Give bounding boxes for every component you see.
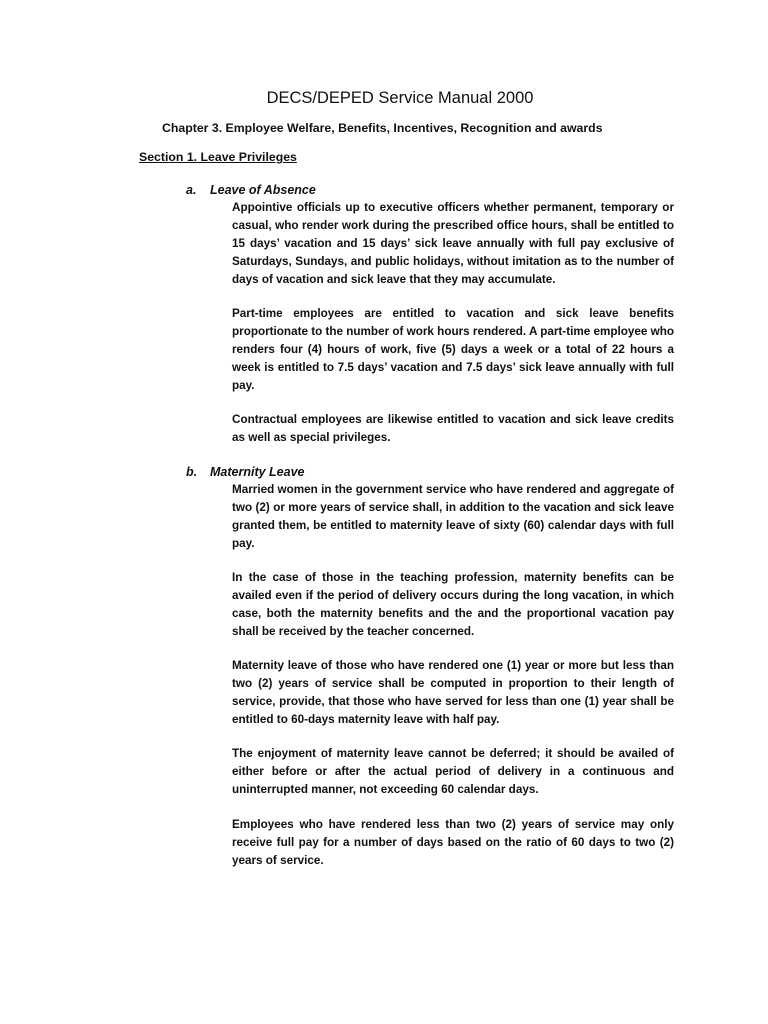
paragraph-maternity-leave-5: Employees who have rendered less than two (2) years of service may only receive full pay for a number of days based on the ratio of 60 days to two (2) years of service. <box>232 818 674 867</box>
subsection-letter: a. <box>186 183 197 197</box>
paragraph-maternity-leave-3: Maternity leave of those who have rendered one (1) year or more but less than two (2) years of service shall be computed in proportion to their length of service, provide, that those who have served for less than one (1) year shall be entitled to 60-days maternity leave with half pay. <box>232 659 674 726</box>
section-title: Section 1. Leave Privileges <box>139 150 297 164</box>
paragraph-maternity-leave-4: The enjoyment of maternity leave cannot be deferred; it should be availed of either before or after the actual period of delivery in a continuous and uninterrupted manner, not exceeding 60 calendar days. <box>232 747 674 796</box>
subsection-title: Maternity Leave <box>210 465 305 479</box>
paragraph-leave-of-absence-1: Appointive officials up to executive officers whether permanent, temporary or casual, who render work during the prescribed office hours, shall be entitled to 15 days’ vacation and 15 days’ sick leave annually with full pay exclusive of Saturdays, Sundays, and public holidays, without imitation as to the number of days of vacation and sick leave that they may accumulate. <box>232 201 674 286</box>
paragraph-maternity-leave-1: Married women in the government service who have rendered and aggregate of two (2) or more years of service shall, in addition to the vacation and sick leave granted them, be entitled to maternity leave of sixty (60) calendar days with full pay. <box>232 483 674 550</box>
paragraph-leave-of-absence-2: Part-time employees are entitled to vacation and sick leave benefits proportionate to the number of work hours rendered. A part-time employee who renders four (4) hours of work, five (5) days a week or a total of 22 hours a week is entitled to 7.5 days’ vacation and 7.5 days’ sick leave annually with full pay. <box>232 307 675 392</box>
subsection-title: Leave of Absence <box>210 183 316 197</box>
subsection-letter: b. <box>186 465 198 479</box>
chapter-title: Chapter 3. Employee Welfare, Benefits, Incentives, Recognition and awards <box>162 121 603 135</box>
paragraph-maternity-leave-2: In the case of those in the teaching profession, maternity benefits can be availed even if the period of delivery occurs during the long vacation, in which case, both the maternity benefits and the and the proportional vacation pay shall be received by the teacher concerned. <box>232 571 674 638</box>
document-title: DECS/DEPED Service Manual 2000 <box>266 89 534 107</box>
paragraph-leave-of-absence-3: Contractual employees are likewise entitled to vacation and sick leave credits as well as special privileges. <box>232 413 674 444</box>
